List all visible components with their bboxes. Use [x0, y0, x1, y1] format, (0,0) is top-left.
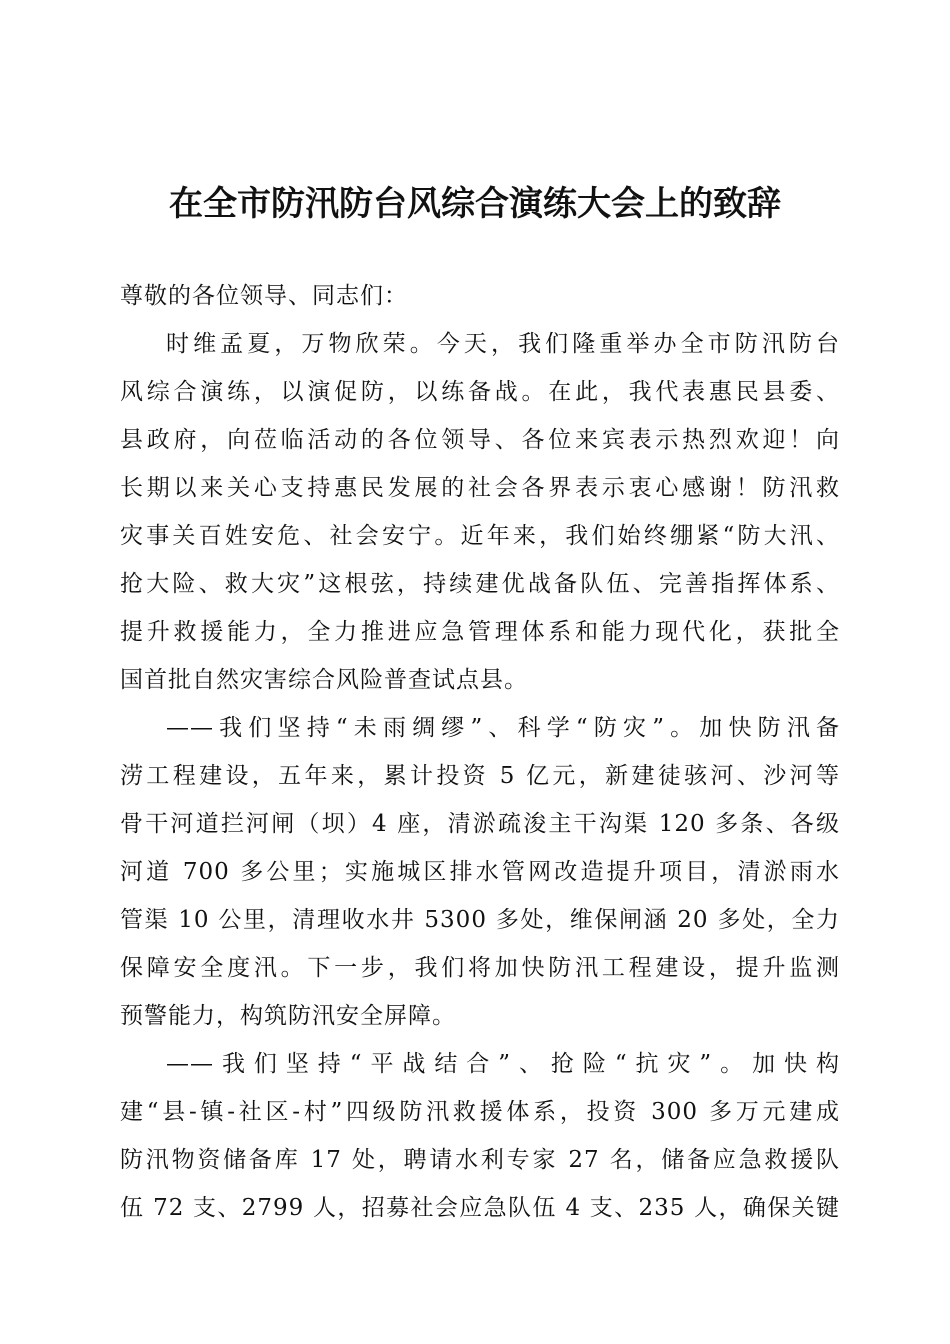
paragraph-line: 管渠 10 公里，清理收水井 5300 多处，维保闸涵 20 多处，全力 [120, 907, 840, 933]
document-title: 在全市防汛防台风综合演练大会上的致辞 [169, 184, 781, 224]
paragraph-line: ——我们坚持“平战结合”、抢险“抗灾”。加快构 [166, 1051, 840, 1077]
paragraph-line: 防汛物资储备库 17 处，聘请水利专家 27 名，储备应急救援队 [120, 1147, 840, 1173]
document-body [120, 272, 840, 1232]
paragraph-line: 预警能力，构筑防汛安全屏障。 [120, 1003, 456, 1029]
paragraph-line: 长期以来关心支持惠民发展的社会各界表示衷心感谢！防汛救 [120, 475, 840, 501]
paragraph-line: 抢大险、救大灾”这根弦，持续建优战备队伍、完善指挥体系、 [120, 571, 840, 597]
paragraph-line: 国首批自然灾害综合风险普查试点县。 [120, 667, 528, 693]
paragraph-line: ——我们坚持“未雨绸缪”、科学“防灾”。加快防汛备 [166, 715, 840, 741]
salutation: 尊敬的各位领导、同志们： [120, 283, 408, 309]
paragraph-line: 县政府，向莅临活动的各位领导、各位来宾表示热烈欢迎！向 [120, 427, 840, 453]
paragraph-line: 骨干河道拦河闸（坝）4 座，清淤疏浚主干沟渠 120 多条、各级 [120, 811, 840, 837]
paragraph-line: 伍 72 支、2799 人，招募社会应急队伍 4 支、235 人，确保关键 [120, 1195, 840, 1221]
paragraph-line: 灾事关百姓安危、社会安宁。近年来，我们始终绷紧“防大汛、 [120, 523, 840, 549]
paragraph-line: 河道 700 多公里；实施城区排水管网改造提升项目，清淤雨水 [120, 859, 840, 885]
paragraph-line: 风综合演练，以演促防，以练备战。在此，我代表惠民县委、 [120, 379, 840, 405]
paragraph-line: 保障安全度汛。下一步，我们将加快防汛工程建设，提升监测 [120, 955, 840, 981]
paragraph-line: 涝工程建设，五年来，累计投资 5 亿元，新建徒骇河、沙河等 [120, 763, 840, 789]
paragraph-line: 提升救援能力，全力推进应急管理体系和能力现代化，获批全 [120, 619, 840, 645]
paragraph-line: 建“县-镇-社区-村”四级防汛救援体系，投资 300 多万元建成 [120, 1099, 840, 1125]
paragraph-line: 时维孟夏，万物欣荣。今天，我们隆重举办全市防汛防台 [166, 331, 840, 357]
